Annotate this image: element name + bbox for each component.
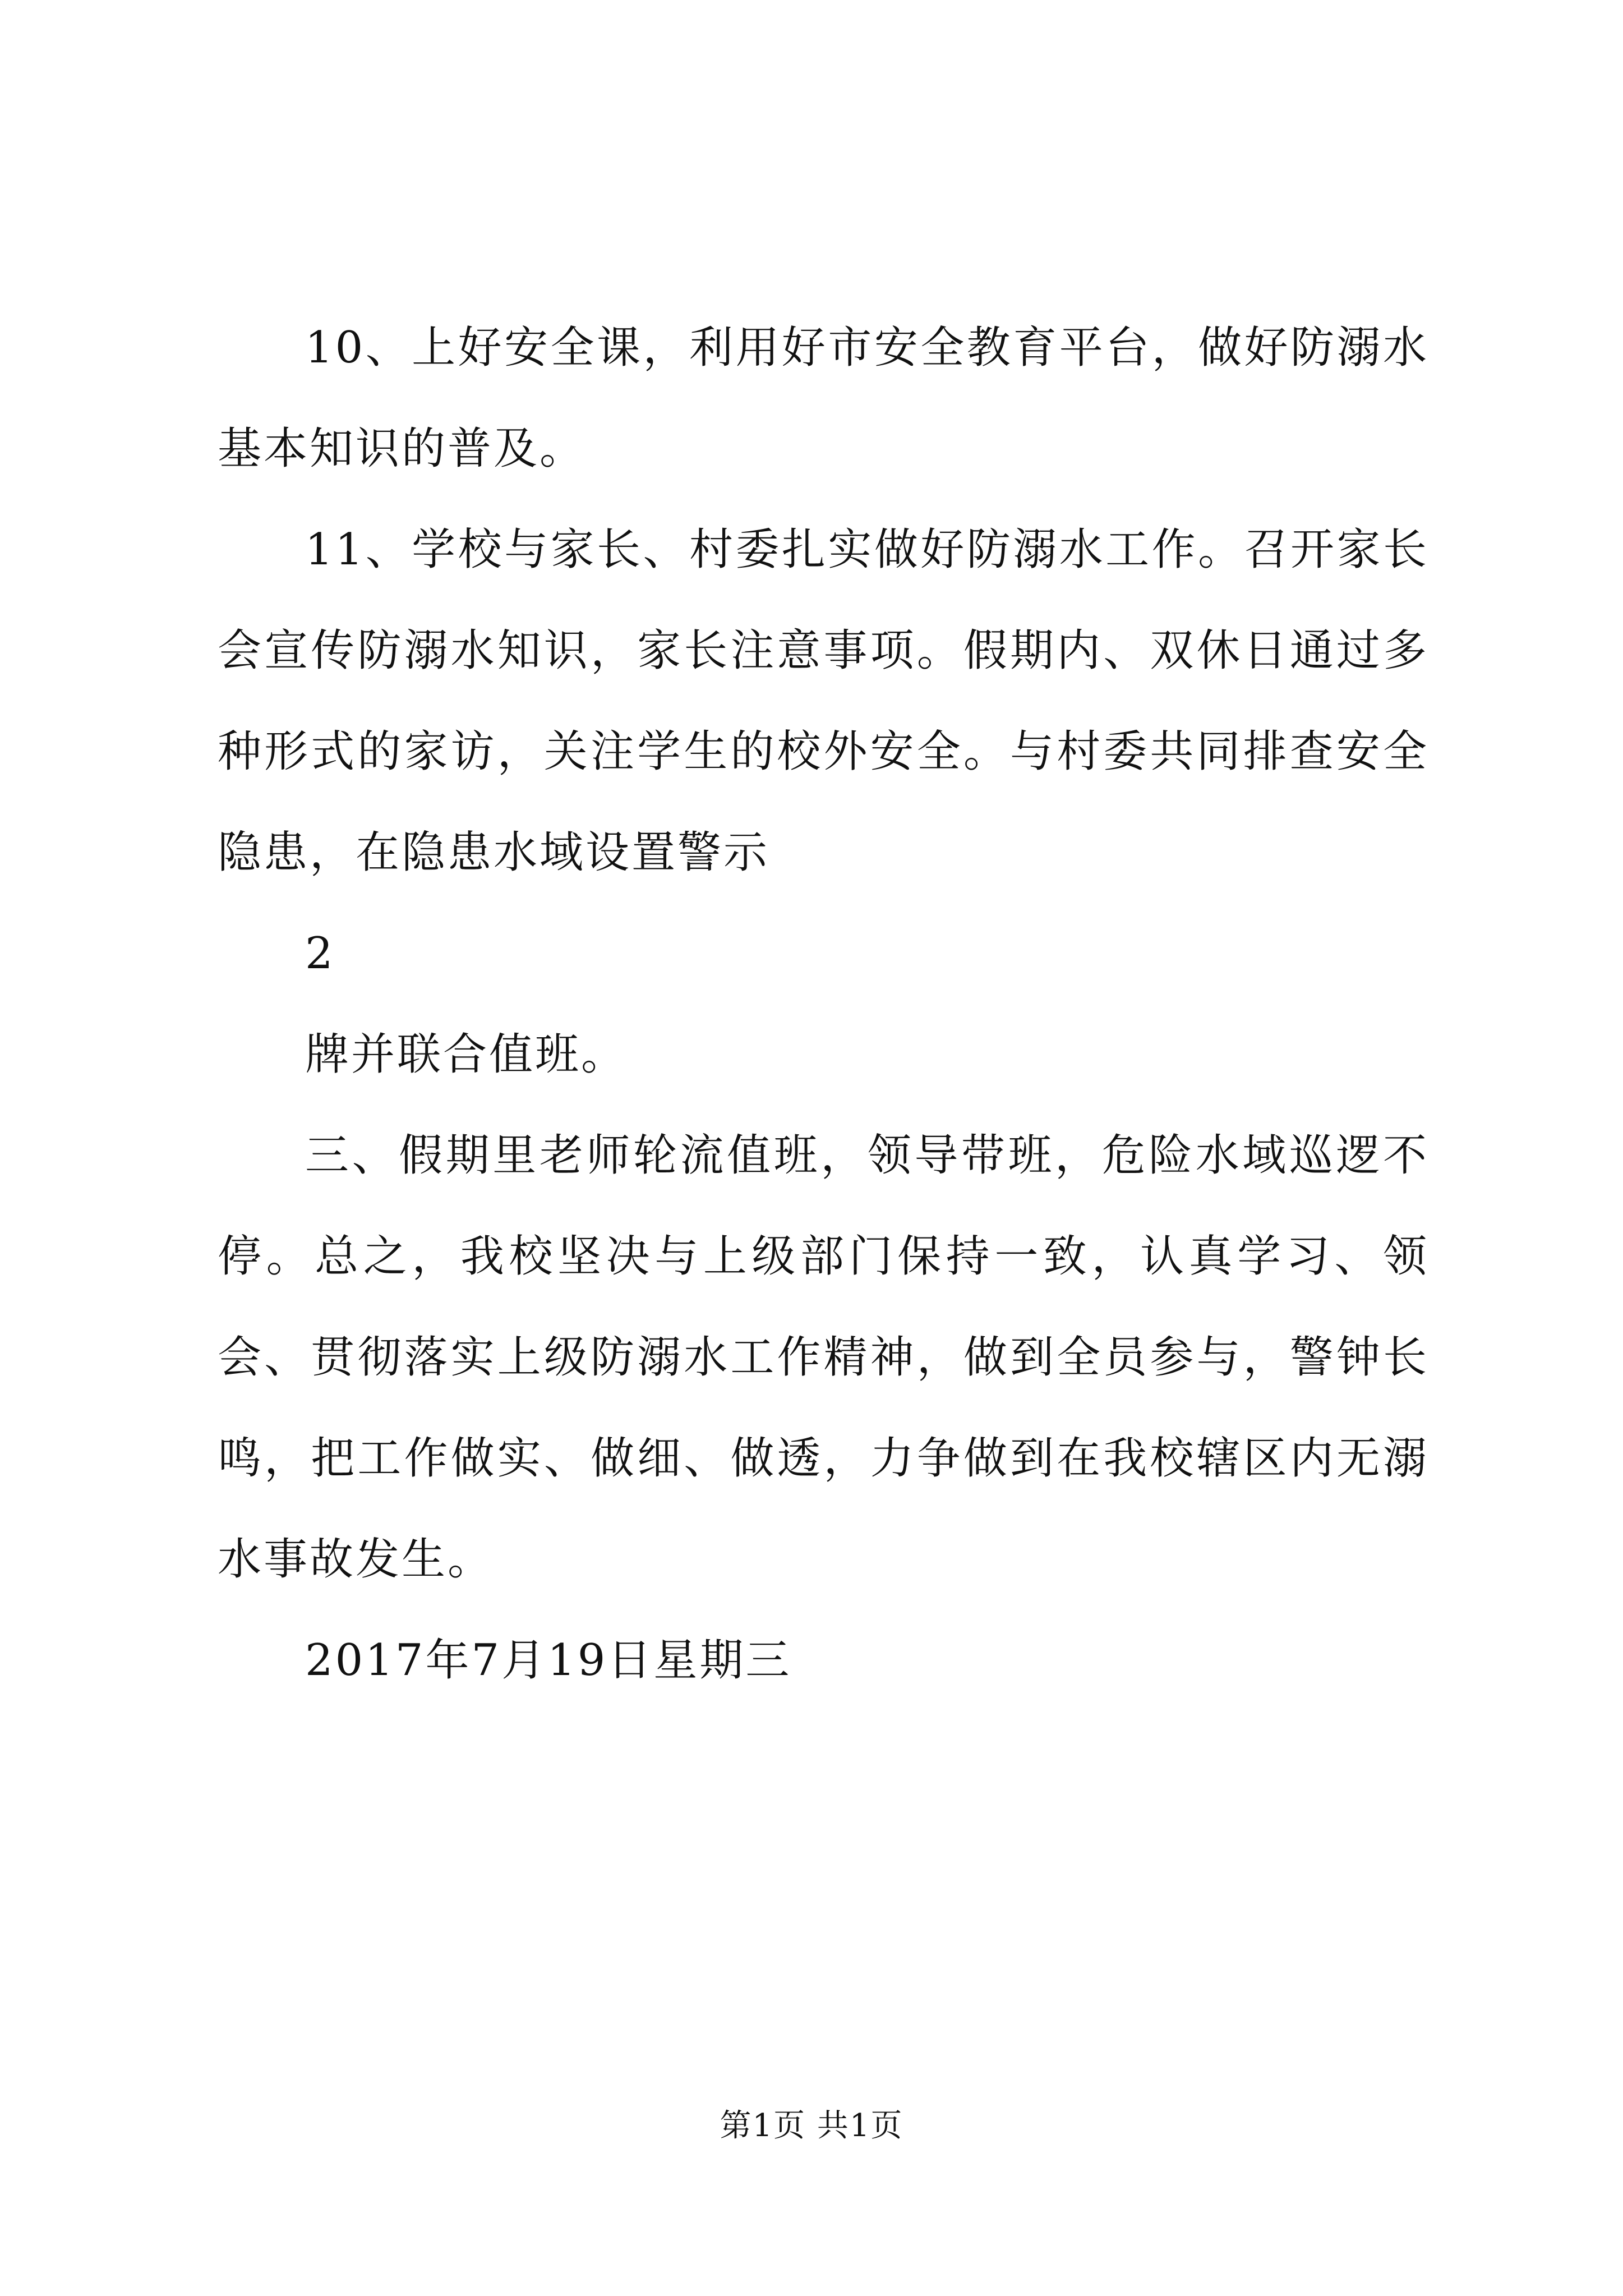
paragraph-item-11: 11、学校与家长、村委扎实做好防溺水工作。召开家长会宣传防溺水知识，家长注意事项。假期内、双休日通过多种形式的家访，关注学生的校外安全。与村委共同排查安全隐患，在隐患水域设置警示 — [218, 524, 1429, 878]
document-body — [218, 297, 1429, 1711]
paragraph-continuation: 牌并联合值班。 — [305, 1029, 628, 1080]
paragraph-item-10: 10、上好安全课，利用好市安全教育平台，做好防溺水基本知识的普及。 — [218, 323, 1429, 474]
page-footer — [0, 2104, 1623, 2148]
paragraph-section-three: 三、假期里老师轮流值班，领导带班，危险水域巡逻不停。总之，我校坚决与上级部门保持一致，认真学习、领会、贯彻落实上级防溺水工作精神，做到全员参与，警钟长鸣，把工作做实、做细、做透，力争做到在我校辖区内无溺水事故发生。 — [218, 1130, 1429, 1585]
page-number-inline: 2 — [305, 928, 335, 979]
page-number-label: 第1页 共1页 — [720, 2108, 903, 2144]
document-date: 2017年7月19日星期三 — [305, 1635, 792, 1686]
